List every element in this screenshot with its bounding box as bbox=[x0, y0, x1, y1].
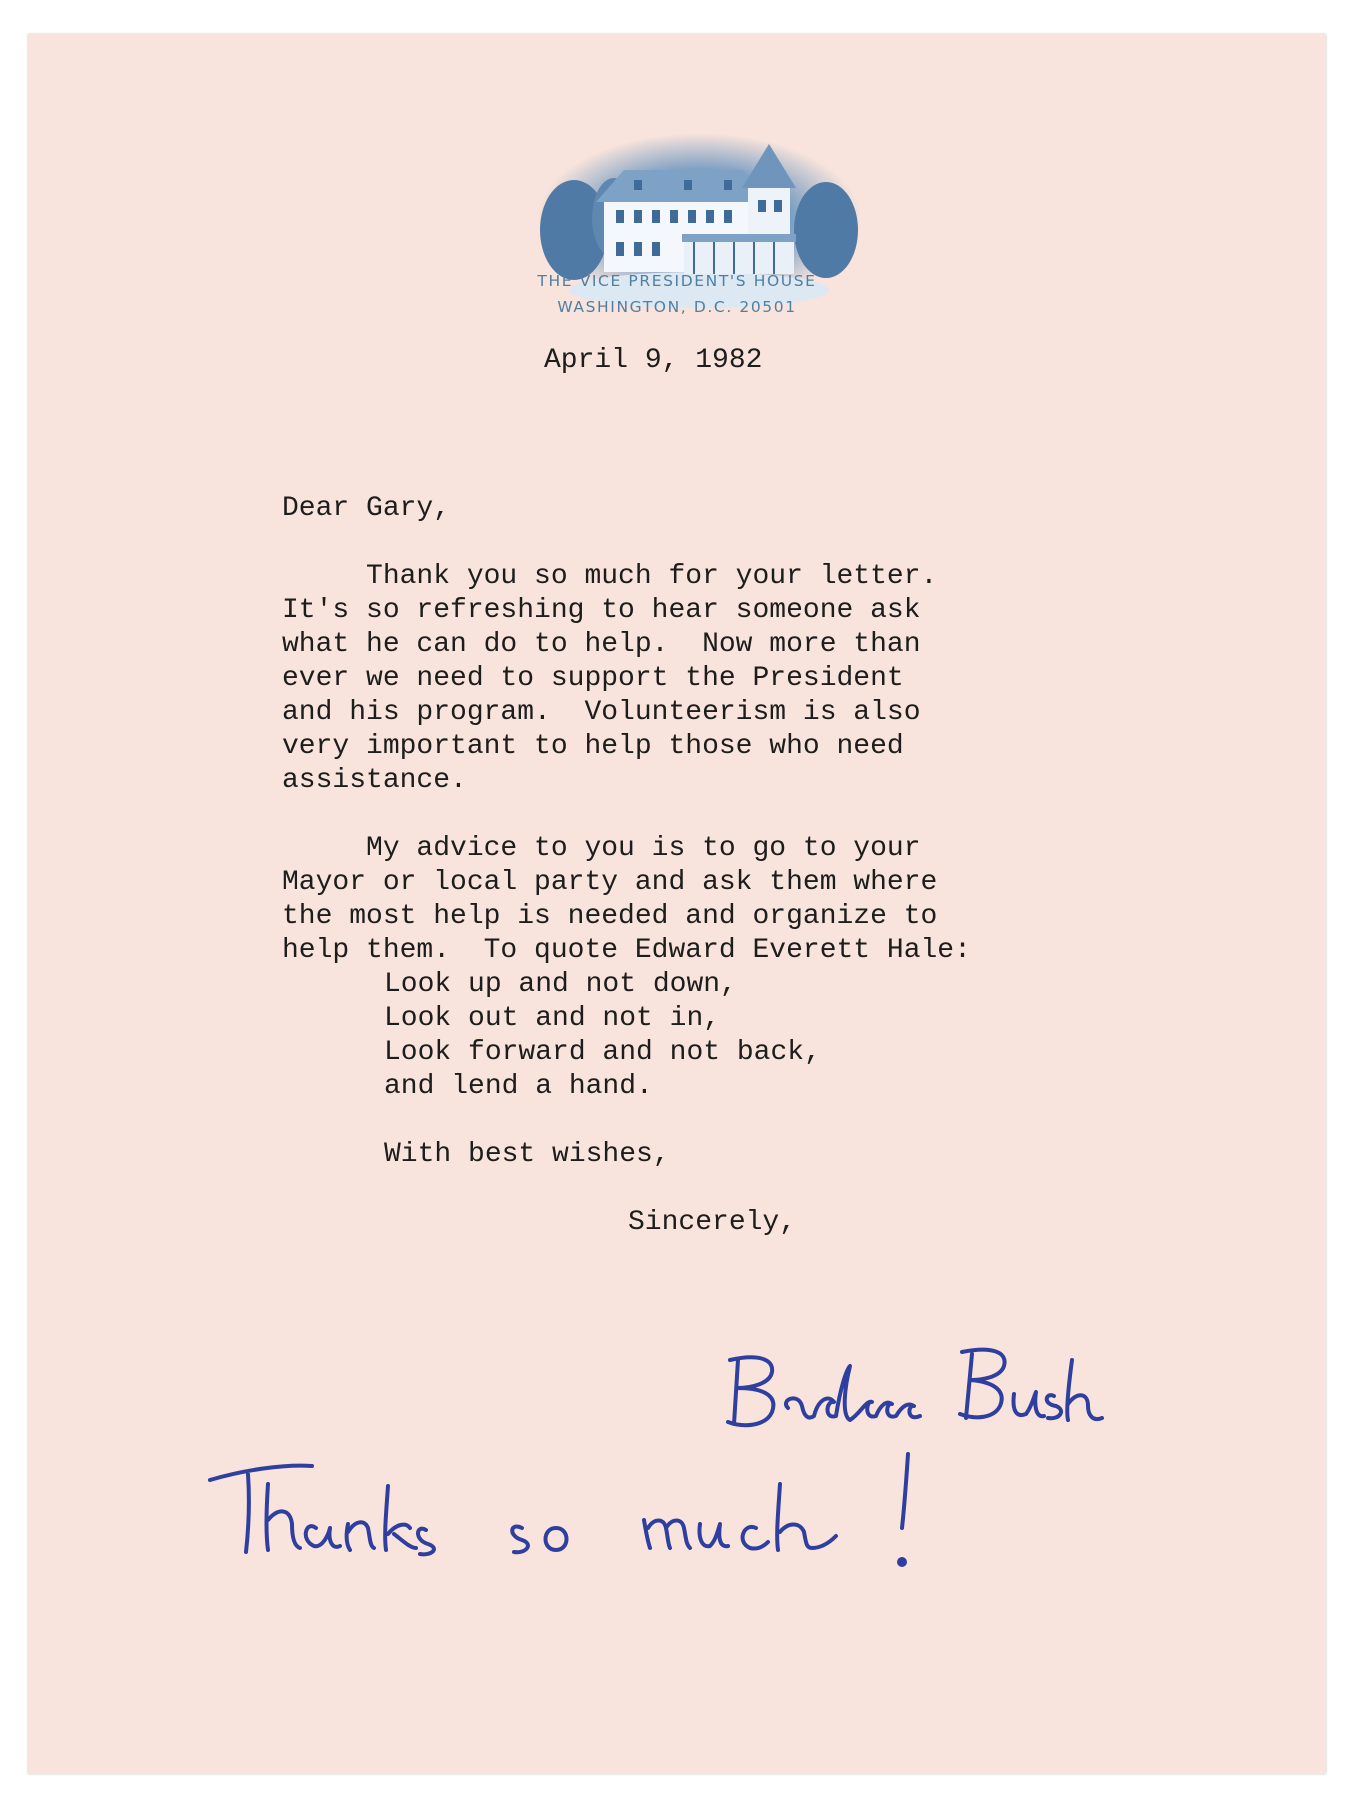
poem-line: Look out and not in, bbox=[384, 1003, 721, 1034]
poem-line: Look up and not down, bbox=[384, 969, 737, 1000]
quoted-poem bbox=[384, 968, 821, 1104]
paragraph-1-line: Thank you so much for your letter. bbox=[282, 561, 938, 592]
letterhead-line-1: THE VICE PRESIDENT'S HOUSE bbox=[537, 272, 817, 290]
letterhead-line-2: WASHINGTON, D.C. 20501 bbox=[557, 298, 797, 316]
signoff: Sincerely, bbox=[628, 1207, 797, 1238]
paragraph-1-line: and his program. Volunteerism is also bbox=[282, 697, 921, 728]
paragraph-1-line: very important to help those who need bbox=[282, 731, 904, 762]
paragraph-1-line: ever we need to support the President bbox=[282, 663, 904, 694]
paragraph-2-line: the most help is needed and organize to bbox=[282, 901, 938, 932]
paragraph-2-line: My advice to you is to go to your bbox=[282, 833, 921, 864]
paragraph-1-line: what he can do to help. Now more than bbox=[282, 629, 921, 660]
paragraph-2 bbox=[282, 832, 971, 968]
paragraph-1-line: It's so refreshing to hear someone ask bbox=[282, 595, 921, 626]
poem-line: and lend a hand. bbox=[384, 1071, 653, 1102]
paragraph-2-line: help them. To quote Edward Everett Hale: bbox=[282, 935, 971, 966]
paragraph-1-line: assistance. bbox=[282, 765, 467, 796]
poem-line: Look forward and not back, bbox=[384, 1037, 821, 1068]
closing-line: With best wishes, bbox=[384, 1139, 670, 1170]
handwritten-postscript bbox=[204, 1424, 1024, 1584]
paragraph-2-line: Mayor or local party and ask them where bbox=[282, 867, 938, 898]
salutation: Dear Gary, bbox=[282, 493, 451, 524]
letter-page bbox=[28, 34, 1326, 1774]
letter-date: April 9, 1982 bbox=[544, 345, 763, 376]
paragraph-1 bbox=[282, 560, 937, 798]
